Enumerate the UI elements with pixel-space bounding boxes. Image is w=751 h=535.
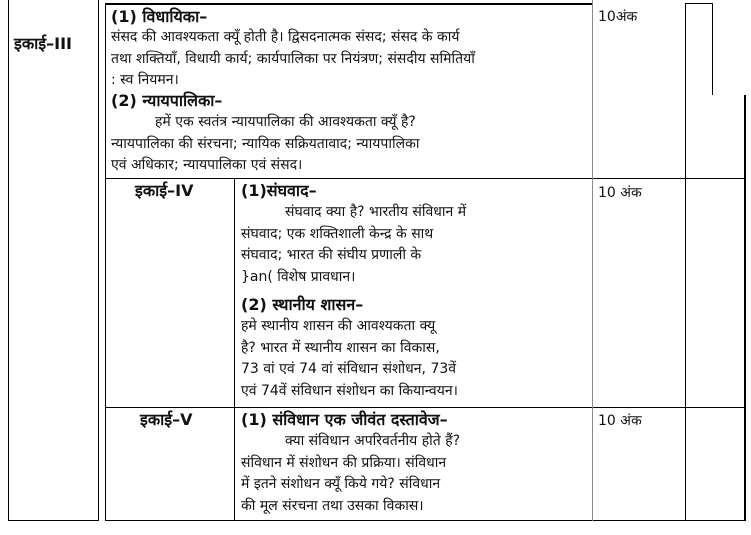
section-body-legislature bbox=[111, 27, 587, 92]
marks-right-divider bbox=[685, 3, 686, 521]
text-line: की मूल संरचना तथा उसका विकास। bbox=[241, 497, 424, 514]
row-divider-iii-iv bbox=[105, 178, 746, 179]
text-line: क्या संविधान अपरिवर्तनीय होते हैं? bbox=[285, 433, 461, 449]
section-heading-legislature: (1) विधायिका– bbox=[111, 7, 208, 26]
marks-unit-v: 10 अंक bbox=[598, 413, 642, 429]
text-line: संविधान में संशोधन की प्रक्रिया। संविधान bbox=[241, 454, 447, 471]
unit-label-iv-text: इकाई–IV bbox=[135, 181, 194, 200]
outer-bottom-border bbox=[8, 520, 99, 521]
unit-label-iv bbox=[135, 180, 193, 202]
section-body-judiciary bbox=[111, 112, 587, 177]
section-body-local-government bbox=[241, 316, 585, 402]
text-line: संघवाद; एक शक्तिशाली केन्द्र के साथ bbox=[241, 225, 434, 242]
text-line: एवं 74वें संविधान संशोधन का कियान्वयन। bbox=[241, 382, 458, 399]
text-line: न्यायपालिका की संरचना; न्यायिक सक्रियतावाद; न्यायपालिका bbox=[111, 135, 420, 152]
text-line: : स्व नियमन। bbox=[111, 72, 179, 89]
text-line: 73 वां एवं 74 वां संविधान संशोधन, 73वें bbox=[241, 361, 457, 378]
marks-unit-iii: 10अंक bbox=[598, 9, 638, 25]
text-line: हमें एक स्वतंत्र न्यायपालिका की आवश्यकता क्यूँ है? bbox=[155, 114, 416, 130]
text-line: }an( विशेष प्रावधान। bbox=[241, 268, 356, 285]
section-body-living-document bbox=[241, 431, 585, 517]
right-outer-border bbox=[744, 95, 746, 521]
text-line: संघवाद; भारत की संघीय प्रणाली के bbox=[241, 247, 422, 264]
outer-left-divider bbox=[98, 0, 99, 520]
text-line: तथा शक्तियाँ, विधायी कार्य; कार्यपालिका पर नियंत्रण; संसदीय समितियाँ bbox=[111, 50, 475, 67]
marks-unit-iv: 10 अंक bbox=[598, 185, 642, 201]
unit-label-v bbox=[140, 409, 193, 431]
row-divider-iv-v bbox=[105, 407, 746, 408]
inner-top-border bbox=[105, 3, 592, 5]
text-line: एवं अधिकार; न्यायपालिका एवं संसद। bbox=[111, 157, 303, 174]
unit-label-iii: इकाई–III bbox=[14, 34, 73, 53]
content-marks-divider bbox=[592, 0, 593, 521]
section-heading-living-document: (1) संविधान एक जीवंत दस्तावेज– bbox=[241, 410, 448, 429]
label-column-divider bbox=[234, 178, 235, 520]
section-heading-federalism: (1)संघवाद– bbox=[241, 181, 317, 200]
text-line: में इतने संशोधन क्यूँ किये गये? संविधान bbox=[241, 476, 441, 493]
outer-left-border bbox=[8, 0, 9, 520]
text-line: है? भारत में स्थानीय शासन का विकास, bbox=[241, 339, 440, 356]
inner-left-border bbox=[105, 3, 106, 521]
section-body-federalism bbox=[241, 202, 585, 288]
section-heading-local-government: (2) स्थानीय शासन– bbox=[241, 295, 364, 314]
text-line: संघवाद क्या है? भारतीय संविधान में bbox=[285, 204, 467, 220]
text-line: संसद की आवश्यकता क्यूँ होती है। द्विसदनात्मक संसद; संसद के कार्य bbox=[111, 29, 460, 45]
section-heading-judiciary: (2) न्यायपालिका– bbox=[111, 91, 223, 110]
top-right-border bbox=[685, 3, 713, 4]
unit-label-v-text: इकाई–V bbox=[140, 410, 193, 429]
text-line: हमे स्थानीय शासन की आवश्यकता क्यू bbox=[241, 318, 436, 334]
inner-bottom-border bbox=[105, 520, 746, 521]
stray-vertical-line bbox=[712, 3, 713, 95]
